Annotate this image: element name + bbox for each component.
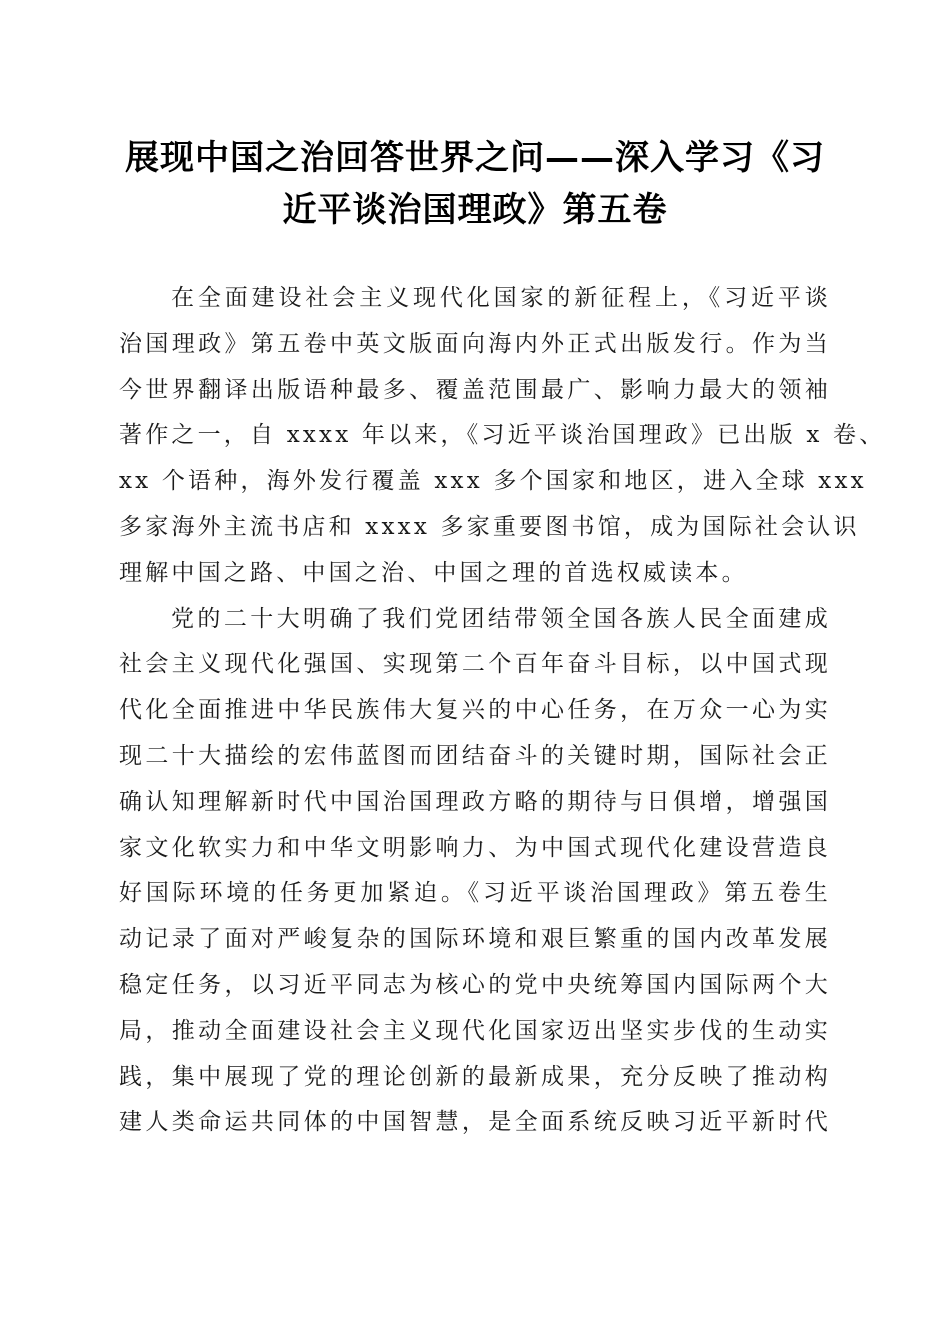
text-line: 党的二十大明确了我们党团结带领全国各族人民全面建成 — [171, 605, 831, 632]
text-line: 今世界翻译出版语种最多、覆盖范围最广、影响力最大的领袖 — [119, 376, 831, 403]
document-title — [115, 132, 835, 236]
text-line: xx 个语种，海外发行覆盖 xxx 多个国家和地区，进入全球 xxx — [119, 468, 867, 495]
text-line: 治国理政》第五卷中英文版面向海内外正式出版发行。作为当 — [119, 330, 831, 357]
title-line-1: 展现中国之治回答世界之问——深入学习《习 — [125, 138, 825, 178]
text-line: 稳定任务，以习近平同志为核心的党中央统筹国内国际两个大 — [119, 971, 831, 998]
text-line: 在全面建设社会主义现代化国家的新征程上，《习近平谈 — [171, 285, 831, 311]
document-body — [119, 280, 886, 1150]
text-line: 理解中国之路、中国之治、中国之理的首选权威读本。 — [119, 559, 748, 586]
text-line: 现二十大描绘的宏伟蓝图而团结奋斗的关键时期，国际社会正 — [119, 742, 831, 769]
text-line: 践，集中展现了党的理论创新的最新成果，充分反映了推动构 — [119, 1063, 831, 1090]
title-line-2: 近平谈治国理政》第五卷 — [282, 190, 668, 230]
text-line: 动记录了面对严峻复杂的国际环境和艰巨繁重的国内改革发展 — [119, 926, 831, 953]
text-line: 好国际环境的任务更加紧迫。《习近平谈治国理政》第五卷生 — [119, 880, 831, 907]
text-line: 建人类命运共同体的中国智慧，是全面系统反映习近平新时代 — [119, 1109, 831, 1136]
text-line: 确认知理解新时代中国治国理政方略的期待与日俱增，增强国 — [119, 788, 831, 815]
text-line: 著作之一，自 xxxx 年以来，《习近平谈治国理政》已出版 x 卷、 — [119, 422, 886, 449]
text-line: 家文化软实力和中华文明影响力、为中国式现代化建设营造良 — [119, 834, 831, 861]
text-line: 局，推动全面建设社会主义现代化国家迈出坚实步伐的生动实 — [119, 1017, 831, 1044]
text-line: 代化全面推进中华民族伟大复兴的中心任务，在万众一心为实 — [119, 697, 831, 724]
paragraph-2 — [119, 601, 831, 1151]
paragraph-1 — [119, 280, 886, 601]
text-line: 社会主义现代化强国、实现第二个百年奋斗目标，以中国式现 — [119, 651, 831, 678]
text-line: 多家海外主流书店和 xxxx 多家重要图书馆，成为国际社会认识 — [119, 513, 860, 540]
